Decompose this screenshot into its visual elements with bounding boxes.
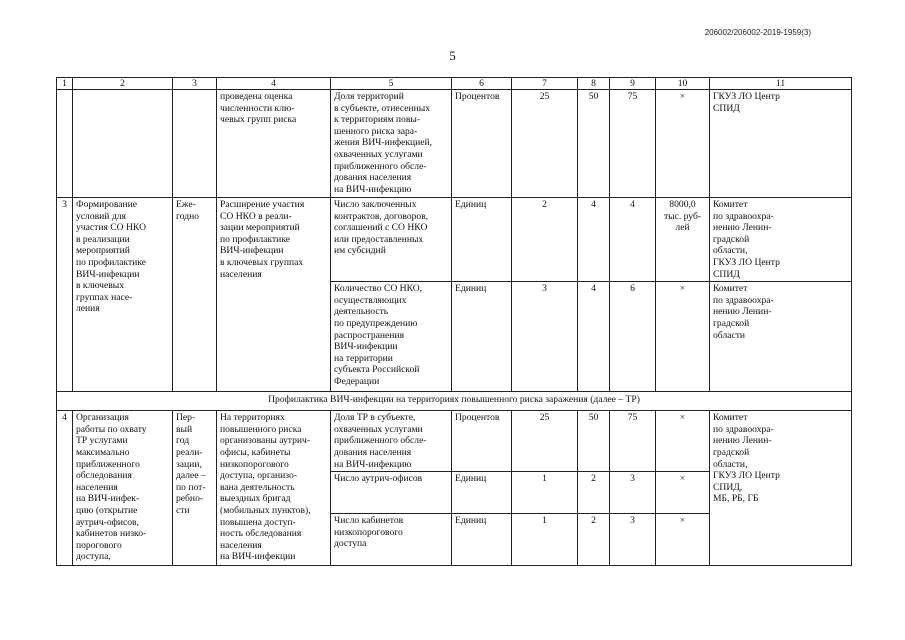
cell-unit: Единиц <box>452 514 512 566</box>
header-cell: 2 <box>73 78 173 90</box>
cell-value-year1: 25 <box>512 90 578 198</box>
cell-value-year2: 2 <box>578 472 610 514</box>
section-row <box>57 392 852 411</box>
cell-indicator: Число аутрич-офисов <box>331 472 452 514</box>
cell-funding: × <box>656 514 710 566</box>
cell-row-number: 3 <box>57 198 73 392</box>
cell-value-year2: 50 <box>578 411 610 472</box>
header-cell: 10 <box>656 78 710 90</box>
cell-indicator: Доля ТР в субъекте, охваченных услугами приближенного обсле- дования населения на ВИЧ-инфекцию <box>331 411 452 472</box>
cell-value-year3: 3 <box>610 514 656 566</box>
cell-value-year3: 75 <box>610 411 656 472</box>
section-title: Профилактика ВИЧ-инфекции на территориях повышенного риска заражения (далее – ТР) <box>57 392 852 411</box>
header-cell: 11 <box>710 78 852 90</box>
cell-value-year1: 25 <box>512 411 578 472</box>
cell-indicator: Доля территорий в субъекте, отнесенных к территориям повы- шенного риска зара- жения ВИЧ-инфекцией, охваченных услугами приближенного обсле- дования населения на ВИЧ-инфекцию <box>331 90 452 198</box>
cell-value-year1: 2 <box>512 198 578 282</box>
cell-result: проведена оценка численности клю- чевых групп риска <box>217 90 331 198</box>
header-cell: 4 <box>217 78 331 90</box>
cell-activity: Формирование условий для участия СО НКО в реализации мероприятий по профилактике ВИЧ-инфекции в ключевых группах насе- ления <box>73 198 173 392</box>
cell-value-year3: 75 <box>610 90 656 198</box>
cell-empty <box>173 90 217 198</box>
cell-funding: × <box>656 472 710 514</box>
cell-value-year2: 4 <box>578 198 610 282</box>
cell-empty <box>73 90 173 198</box>
cell-value-year3: 3 <box>610 472 656 514</box>
cell-value-year3: 4 <box>610 198 656 282</box>
header-cell: 8 <box>578 78 610 90</box>
cell-unit: Единиц <box>452 472 512 514</box>
cell-funding: × <box>656 282 710 392</box>
cell-activity: Организация работы по охвату ТР услугами максимально приближенного обследования населения на ВИЧ-инфек- цию (открытие аутрич-офисов, кабинетов низко- порогового доступа, <box>73 411 173 566</box>
cell-indicator: Число заключенных контрактов, договоров, соглашений с СО НКО или предоставленных им субсидий <box>331 198 452 282</box>
header-cell: 3 <box>173 78 217 90</box>
cell-row-number: 4 <box>57 411 73 566</box>
header-cell: 9 <box>610 78 656 90</box>
cell-value-year1: 3 <box>512 282 578 392</box>
cell-responsible: ГКУЗ ЛО Центр СПИД <box>710 90 852 198</box>
cell-value-year1: 1 <box>512 514 578 566</box>
cell-unit: Единиц <box>452 198 512 282</box>
cell-empty <box>57 90 73 198</box>
table-row <box>57 411 852 472</box>
cell-value-year3: 6 <box>610 282 656 392</box>
cell-responsible: Комитет по здравоохра- нению Ленин- градской области, ГКУЗ ЛО Центр СПИД, МБ, РБ, ГБ <box>710 411 852 566</box>
cell-unit: Единиц <box>452 282 512 392</box>
cell-responsible: Комитет по здравоохра- нению Ленин- градской области <box>710 282 852 392</box>
header-cell: 7 <box>512 78 578 90</box>
document-id: 206002/206002-2019-1959(3) <box>704 28 811 37</box>
cell-period: Пер- вый год реали- зации, далее – по пот- ребно- сти <box>173 411 217 566</box>
cell-unit: Процентов <box>452 411 512 472</box>
header-row <box>57 78 852 90</box>
table-row <box>57 198 852 282</box>
program-table <box>56 77 852 566</box>
cell-funding: × <box>656 411 710 472</box>
cell-responsible: Комитет по здравоохра- нению Ленин- градской области, ГКУЗ ЛО Центр СПИД <box>710 198 852 282</box>
cell-funding: × <box>656 90 710 198</box>
cell-value-year2: 4 <box>578 282 610 392</box>
cell-indicator: Количество СО НКО, осуществляющих деятельность по предупреждению распространения ВИЧ-инфекции на территории субъекта Российской Федерации <box>331 282 452 392</box>
cell-result: Расширение участия СО НКО в реали- зации мероприятий по профилактике ВИЧ-инфекции в ключевых группах населения <box>217 198 331 392</box>
table-row <box>57 90 852 198</box>
cell-value-year2: 50 <box>578 90 610 198</box>
cell-unit: Процентов <box>452 90 512 198</box>
header-cell: 6 <box>452 78 512 90</box>
cell-value-year1: 1 <box>512 472 578 514</box>
cell-indicator: Число кабинетов низкопорогового доступа <box>331 514 452 566</box>
cell-result: На территориях повышенного риска организованы аутрич- офисы, кабинеты низкопорогового доступа, организо- вана деятельность выездных бригад (мобильных пунктов), повышена доступ- ность обследования населения на ВИЧ-инфекции <box>217 411 331 566</box>
page-number: 5 <box>449 48 456 63</box>
header-cell: 5 <box>331 78 452 90</box>
cell-funding: 8000,0 тыс. руб- лей <box>656 198 710 282</box>
header-cell: 1 <box>57 78 73 90</box>
cell-value-year2: 2 <box>578 514 610 566</box>
cell-period: Еже- годно <box>173 198 217 392</box>
